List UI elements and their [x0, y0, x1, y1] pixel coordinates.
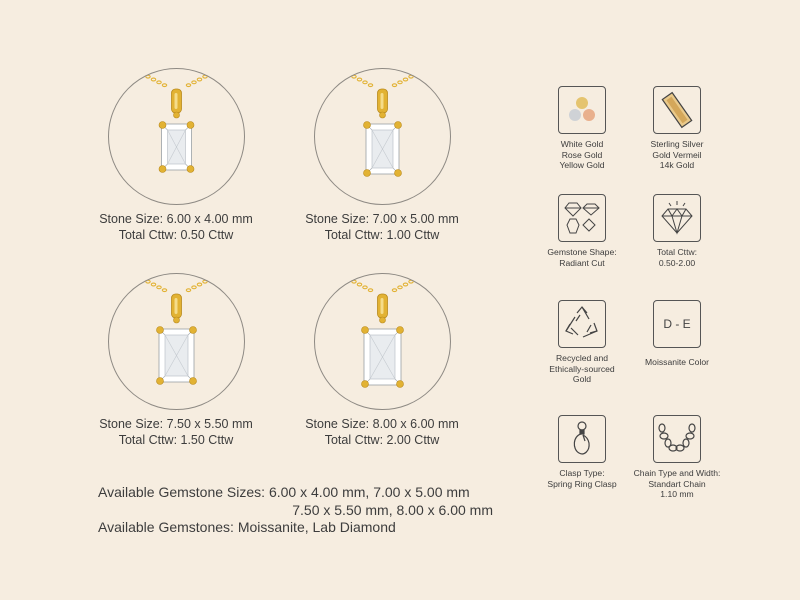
- chain-icon: [654, 416, 700, 462]
- gemstone-shapes-icon: [559, 195, 605, 241]
- feature-line: Gemstone Shape:: [547, 247, 617, 257]
- feature-chain-type: [625, 415, 729, 500]
- feature-line: Moissanite Color: [645, 357, 709, 367]
- available-sizes-line2: 7.50 x 5.50 mm, 8.00 x 6.00 mm: [292, 501, 493, 518]
- available-gemstones: Available Gemstones: Moissanite, Lab Diamond: [98, 519, 396, 535]
- total-cttw-label: Total Cttw: 1.00 Cttw: [324, 228, 440, 242]
- stone-size-label: Stone Size: 7.50 x 5.50 mm: [99, 417, 253, 431]
- feature-line: Total Cttw:: [656, 247, 698, 257]
- feature-line: Gold Vermeil: [652, 149, 702, 160]
- total-cttw-label: Total Cttw: 1.50 Cttw: [118, 433, 234, 447]
- product-card-4: [257, 273, 507, 448]
- feature-line: Radiant Cut: [559, 257, 605, 268]
- feature-line: White Gold: [560, 139, 604, 149]
- color-grade-icon: D - E: [663, 317, 691, 331]
- pendant-image: [108, 273, 245, 410]
- metal-color-dots-icon: [559, 87, 605, 133]
- stone-size-label: Stone Size: 6.00 x 4.00 mm: [99, 212, 253, 226]
- clasp-icon: [559, 416, 605, 462]
- availability-info: [98, 484, 493, 537]
- total-cttw-label: Total Cttw: 0.50 Cttw: [118, 228, 234, 242]
- total-cttw-label: Total Cttw: 2.00 Cttw: [324, 433, 440, 447]
- feature-line: Standart Chain: [648, 478, 706, 489]
- pendant-image: [314, 273, 451, 410]
- metal-bar-icon: [654, 87, 700, 133]
- feature-total-cttw: [625, 194, 729, 268]
- feature-line: Chain Type and Width:: [633, 468, 721, 478]
- stone-size-label: Stone Size: 8.00 x 6.00 mm: [305, 417, 459, 431]
- stone-size-label: Stone Size: 7.00 x 5.00 mm: [305, 212, 459, 226]
- feature-line: Clasp Type:: [559, 468, 605, 478]
- pendant-image: [314, 68, 451, 205]
- available-sizes-line1: Available Gemstone Sizes: 6.00 x 4.00 mm, 7.00 x 5.00 mm: [98, 484, 470, 500]
- feature-line: 14k Gold: [659, 160, 695, 170]
- product-card-2: [257, 68, 507, 243]
- feature-line: Rose Gold: [561, 149, 603, 160]
- pendant-necklace-icon: [315, 69, 450, 204]
- feature-line: 1.10 mm: [660, 489, 694, 499]
- pendant-necklace-icon: [109, 69, 244, 204]
- diamond-icon: [654, 195, 700, 241]
- feature-line: Spring Ring Clasp: [547, 478, 617, 489]
- recycle-icon: [559, 301, 605, 347]
- feature-gemstone-shape: [530, 194, 634, 268]
- feature-metal-type: [625, 86, 729, 171]
- feature-line: Yellow Gold: [559, 160, 605, 170]
- pendant-necklace-icon: [315, 274, 450, 409]
- feature-moissanite-color: [625, 300, 729, 368]
- feature-line: Sterling Silver: [650, 139, 704, 149]
- feature-line: Gold: [572, 374, 592, 384]
- feature-line: Recycled and: [555, 353, 609, 363]
- feature-line: Ethically-sourced: [549, 363, 615, 374]
- feature-clasp-type: [530, 415, 634, 489]
- pendant-image: [108, 68, 245, 205]
- pendant-necklace-icon: [109, 274, 244, 409]
- feature-line: 0.50-2.00: [658, 257, 696, 268]
- feature-metal-color: [530, 86, 634, 171]
- feature-recycled-gold: [530, 300, 634, 385]
